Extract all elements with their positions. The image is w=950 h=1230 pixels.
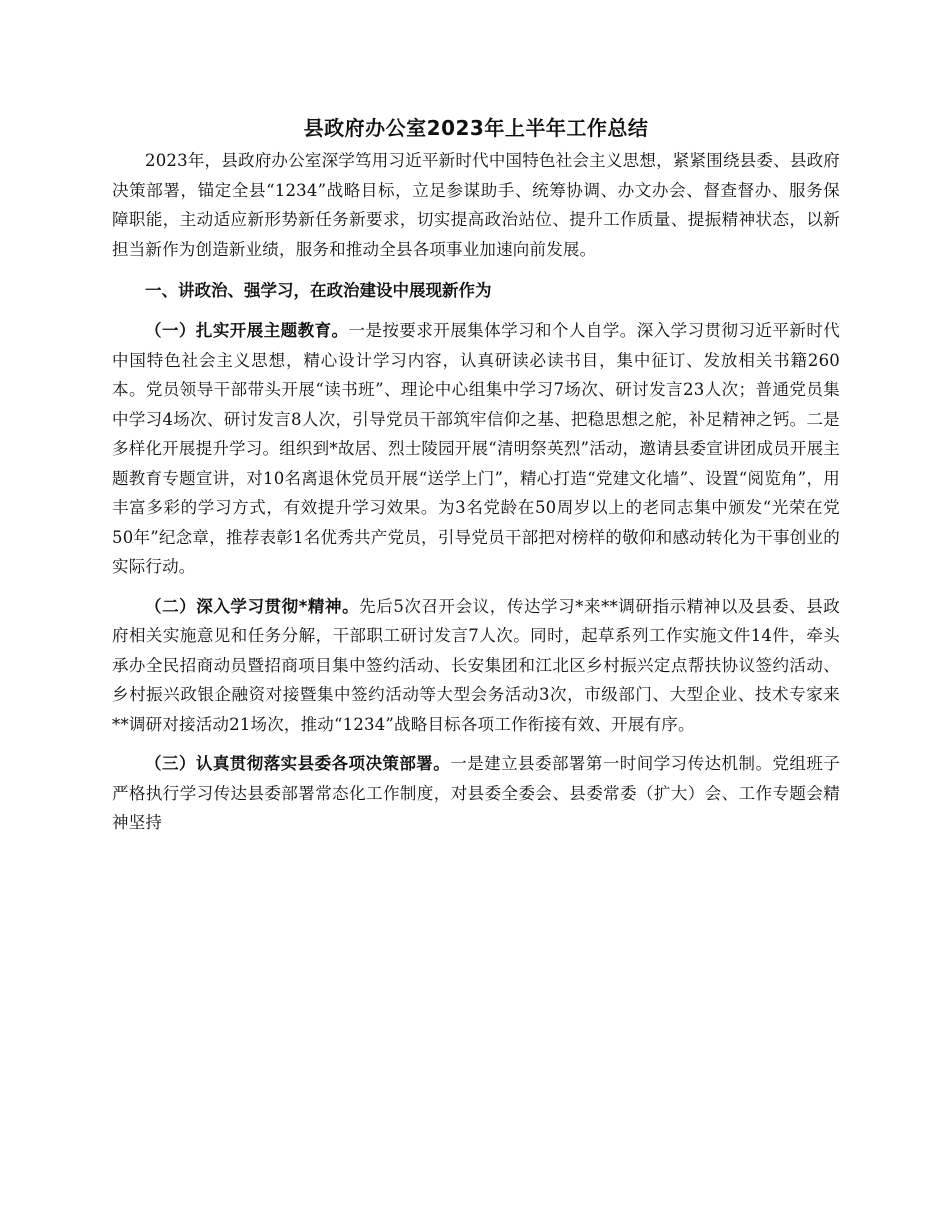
section-heading-1: 一、讲政治、强学习，在政治建设中展现新作为 <box>145 281 492 300</box>
document-page <box>112 112 840 838</box>
intro-paragraph: 2023年，县政府办公室深学笃用习近平新时代中国特色社会主义思想，紧紧围绕县委、县政府决策部署，锚定全县“1234”战略目标，立足参谋助手、统筹协调、办文办会、督查督办、服务保障职能，主动适应新形势新任务新要求，切实提高政治站位、提升工作质量、提振精神状态，以新担当新作为创造新业绩，服务和推动全县各项事业加速向前发展。 <box>112 151 840 259</box>
subsection-2-lead: （二）深入学习贯彻*精神。 <box>145 596 360 616</box>
subsection-3-paragraph <box>112 749 840 838</box>
document-title: 县政府办公室2023年上半年工作总结 <box>303 116 649 140</box>
subsection-1-lead: （一）扎实开展主题教育。 <box>145 321 349 340</box>
subsection-2-paragraph <box>112 592 840 740</box>
subsection-1-body: 一是按要求开展集体学习和个人自学。深入学习贯彻习近平新时代中国特色社会主义思想，精心设计学习内容，认真研读必读书目，集中征订、发放相关书籍260本。党员领导干部带头开展“读书班”、理论中心组集中学习7场次、研讨发言23人次；普通党员集中学习4场次、研讨发言8人次，引导党员干部筑牢信仰之基、把稳思想之舵，补足精神之钙。二是多样化开展提升学习。组织到*故居、烈士陵园开展“清明祭英烈”活动，邀请县委宣讲团成员开展主题教育专题宣讲，对10名离退休党员开展“送学上门”，精心打造“党建文化墙”、设置“阅览角”，用丰富多彩的学习方式，有效提升学习效果。为3名党龄在50周岁以上的老同志集中颁发“光荣在党50年”纪念章，推荐表彰1名优秀共产党员，引导党员干部把对榜样的敬仰和感动转化为干事创业的实际行动。 <box>112 321 840 576</box>
subsection-2-body: 先后5次召开会议，传达学习*来**调研指示精神以及县委、县政府相关实施意见和任务分解，干部职工研讨发言7人次。同时，起草系列工作实施文件14件，牵头承办全民招商动员暨招商项目集中签约活动、长安集团和江北区乡村振兴定点帮扶协议签约活动、乡村振兴政银企融资对接暨集中签约活动等大型会务活动3次，市级部门、大型企业、技术专家来**调研对接活动21场次，推动“1234”战略目标各项工作衔接有效、开展有序。 <box>112 596 841 734</box>
subsection-3-body: 一是建立县委部署第一时间学习传达机制。党组班子严格执行学习传达县委部署常态化工作制度，对县委全委会、县委常委（扩大）会、工作专题会精神坚持 <box>112 754 840 832</box>
subsection-1-paragraph <box>112 316 840 582</box>
subsection-3-lead: （三）认真贯彻落实县委各项决策部署。 <box>145 754 451 773</box>
